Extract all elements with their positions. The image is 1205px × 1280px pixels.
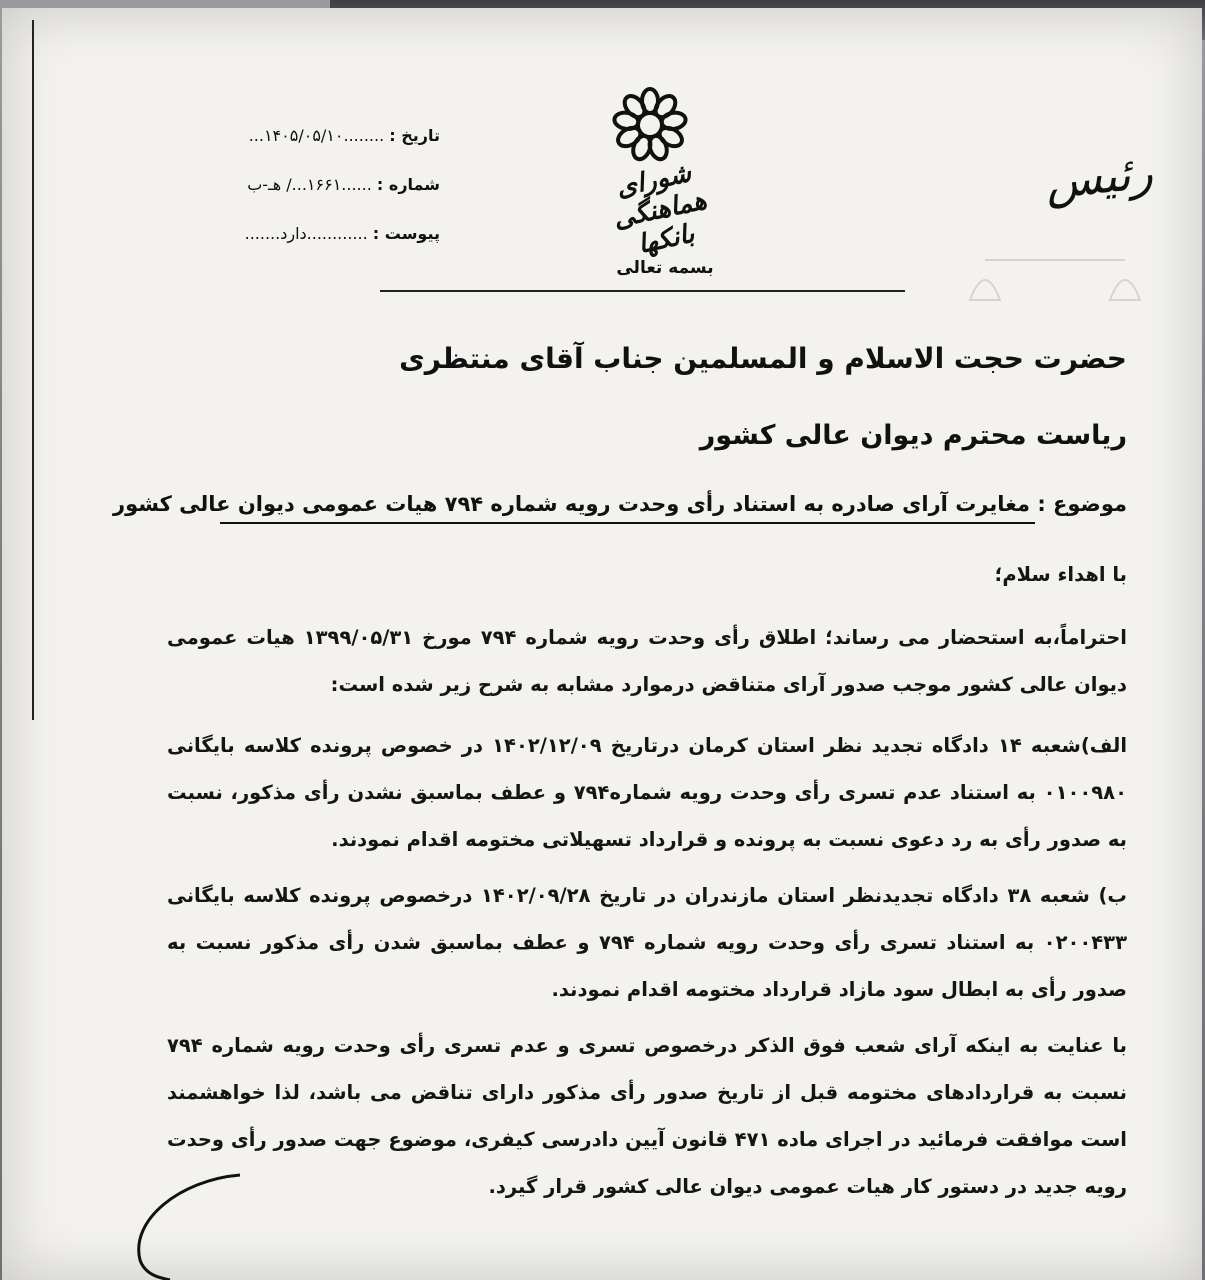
date-value: ........۱۴۰۵/۰۵/۱۰... [248, 126, 385, 145]
date-label: تاریخ : [389, 126, 440, 145]
request-paragraph: با عنایت به اینکه آرای شعب فوق الذکر درخصوص تسری و عدم تسری رأی وحدت رویه شماره ۷۹۴ نسبت به قراردادهای مختومه قبل از تاریخ صدور رأی مذکور دارای تناقض می باشد، لذا خواهشمند است موافقت فرمائید در اجرای ماده ۴۷۱ قانون آیین دادرسی کیفری، موضوع جهت صدور رأی وحدت رویه جدید در دستور کار هیات عمومی دیوان عالی کشور قرار گیرد. [167, 1034, 1127, 1198]
attachment-field [245, 224, 440, 243]
greeting: با اهداء سلام؛ [994, 563, 1127, 586]
number-field [247, 175, 440, 194]
addressee-title: ریاست محترم دیوان عالی کشور [699, 420, 1127, 451]
addressee-name: حضرت حجت الاسلام و المسلمین جناب آقای منتظری [399, 342, 1127, 375]
number-label: شماره : [376, 175, 440, 194]
handwritten-signature-stroke [120, 1170, 320, 1280]
subject-line [113, 492, 1127, 516]
bismillah-heading: بسمه تعالی [616, 258, 714, 278]
organization-name: شورای هماهنگی بانکها [610, 158, 710, 260]
handwritten-title: رئیس [1042, 144, 1156, 210]
attachment-label: پیوست : [372, 224, 440, 243]
intro-paragraph: احتراماً،به استحضار می رساند؛ اطلاق رأی وحدت رویه شماره ۷۹۴ مورخ ۱۳۹۹/۰۵/۳۱ هیات عمومی دیوان عالی کشور موجب صدور آرای متناقض درموارد مشابه به شرح زیر شده است: [167, 626, 1127, 696]
attachment-value: ............دارد....... [244, 224, 368, 243]
number-value: ......۱۶۶۱.../ هـ-ب [247, 175, 372, 194]
bleed-through-scales [940, 240, 1180, 330]
header-divider [380, 290, 905, 292]
subject-text: مغایرت آرای صادره به استناد رأی وحدت رویه شماره ۷۹۴ هیات عمومی دیوان عالی کشور [113, 492, 1030, 516]
council-emblem-icon [610, 85, 690, 165]
date-field [249, 126, 440, 145]
case-a-paragraph: الف)شعبه ۱۴ دادگاه تجدید نظر استان کرمان درتاریخ ۱۴۰۲/۱۲/۰۹ در خصوص پرونده کلاسه بایگانی ۰۱۰۰۹۸۰ به استناد عدم تسری رأی وحدت رویه شماره۷۹۴ و عطف بماسبق نشدن رأی مذکور، نسبت به صدور رأی به رد دعوی نسبت به پرونده و قرارداد تسهیلاتی مختومه اقدام نمودند. [167, 734, 1127, 851]
page-edge-line [32, 20, 34, 720]
subject-label: موضوع : [1037, 492, 1127, 516]
subject-underline [220, 522, 1035, 524]
case-b-paragraph: ب) شعبه ۳۸ دادگاه تجدیدنظر استان مازندران در تاریخ ۱۴۰۲/۰۹/۲۸ درخصوص پرونده کلاسه بایگانی ۰۲۰۰۴۳۳ به استناد تسری رأی وحدت رویه شماره ۷۹۴ و عطف بماسبق شدن رأی مذکور نسبت به صدور رأی به ابطال سود مازاد قرارداد مختومه اقدام نمودند. [167, 884, 1127, 1001]
